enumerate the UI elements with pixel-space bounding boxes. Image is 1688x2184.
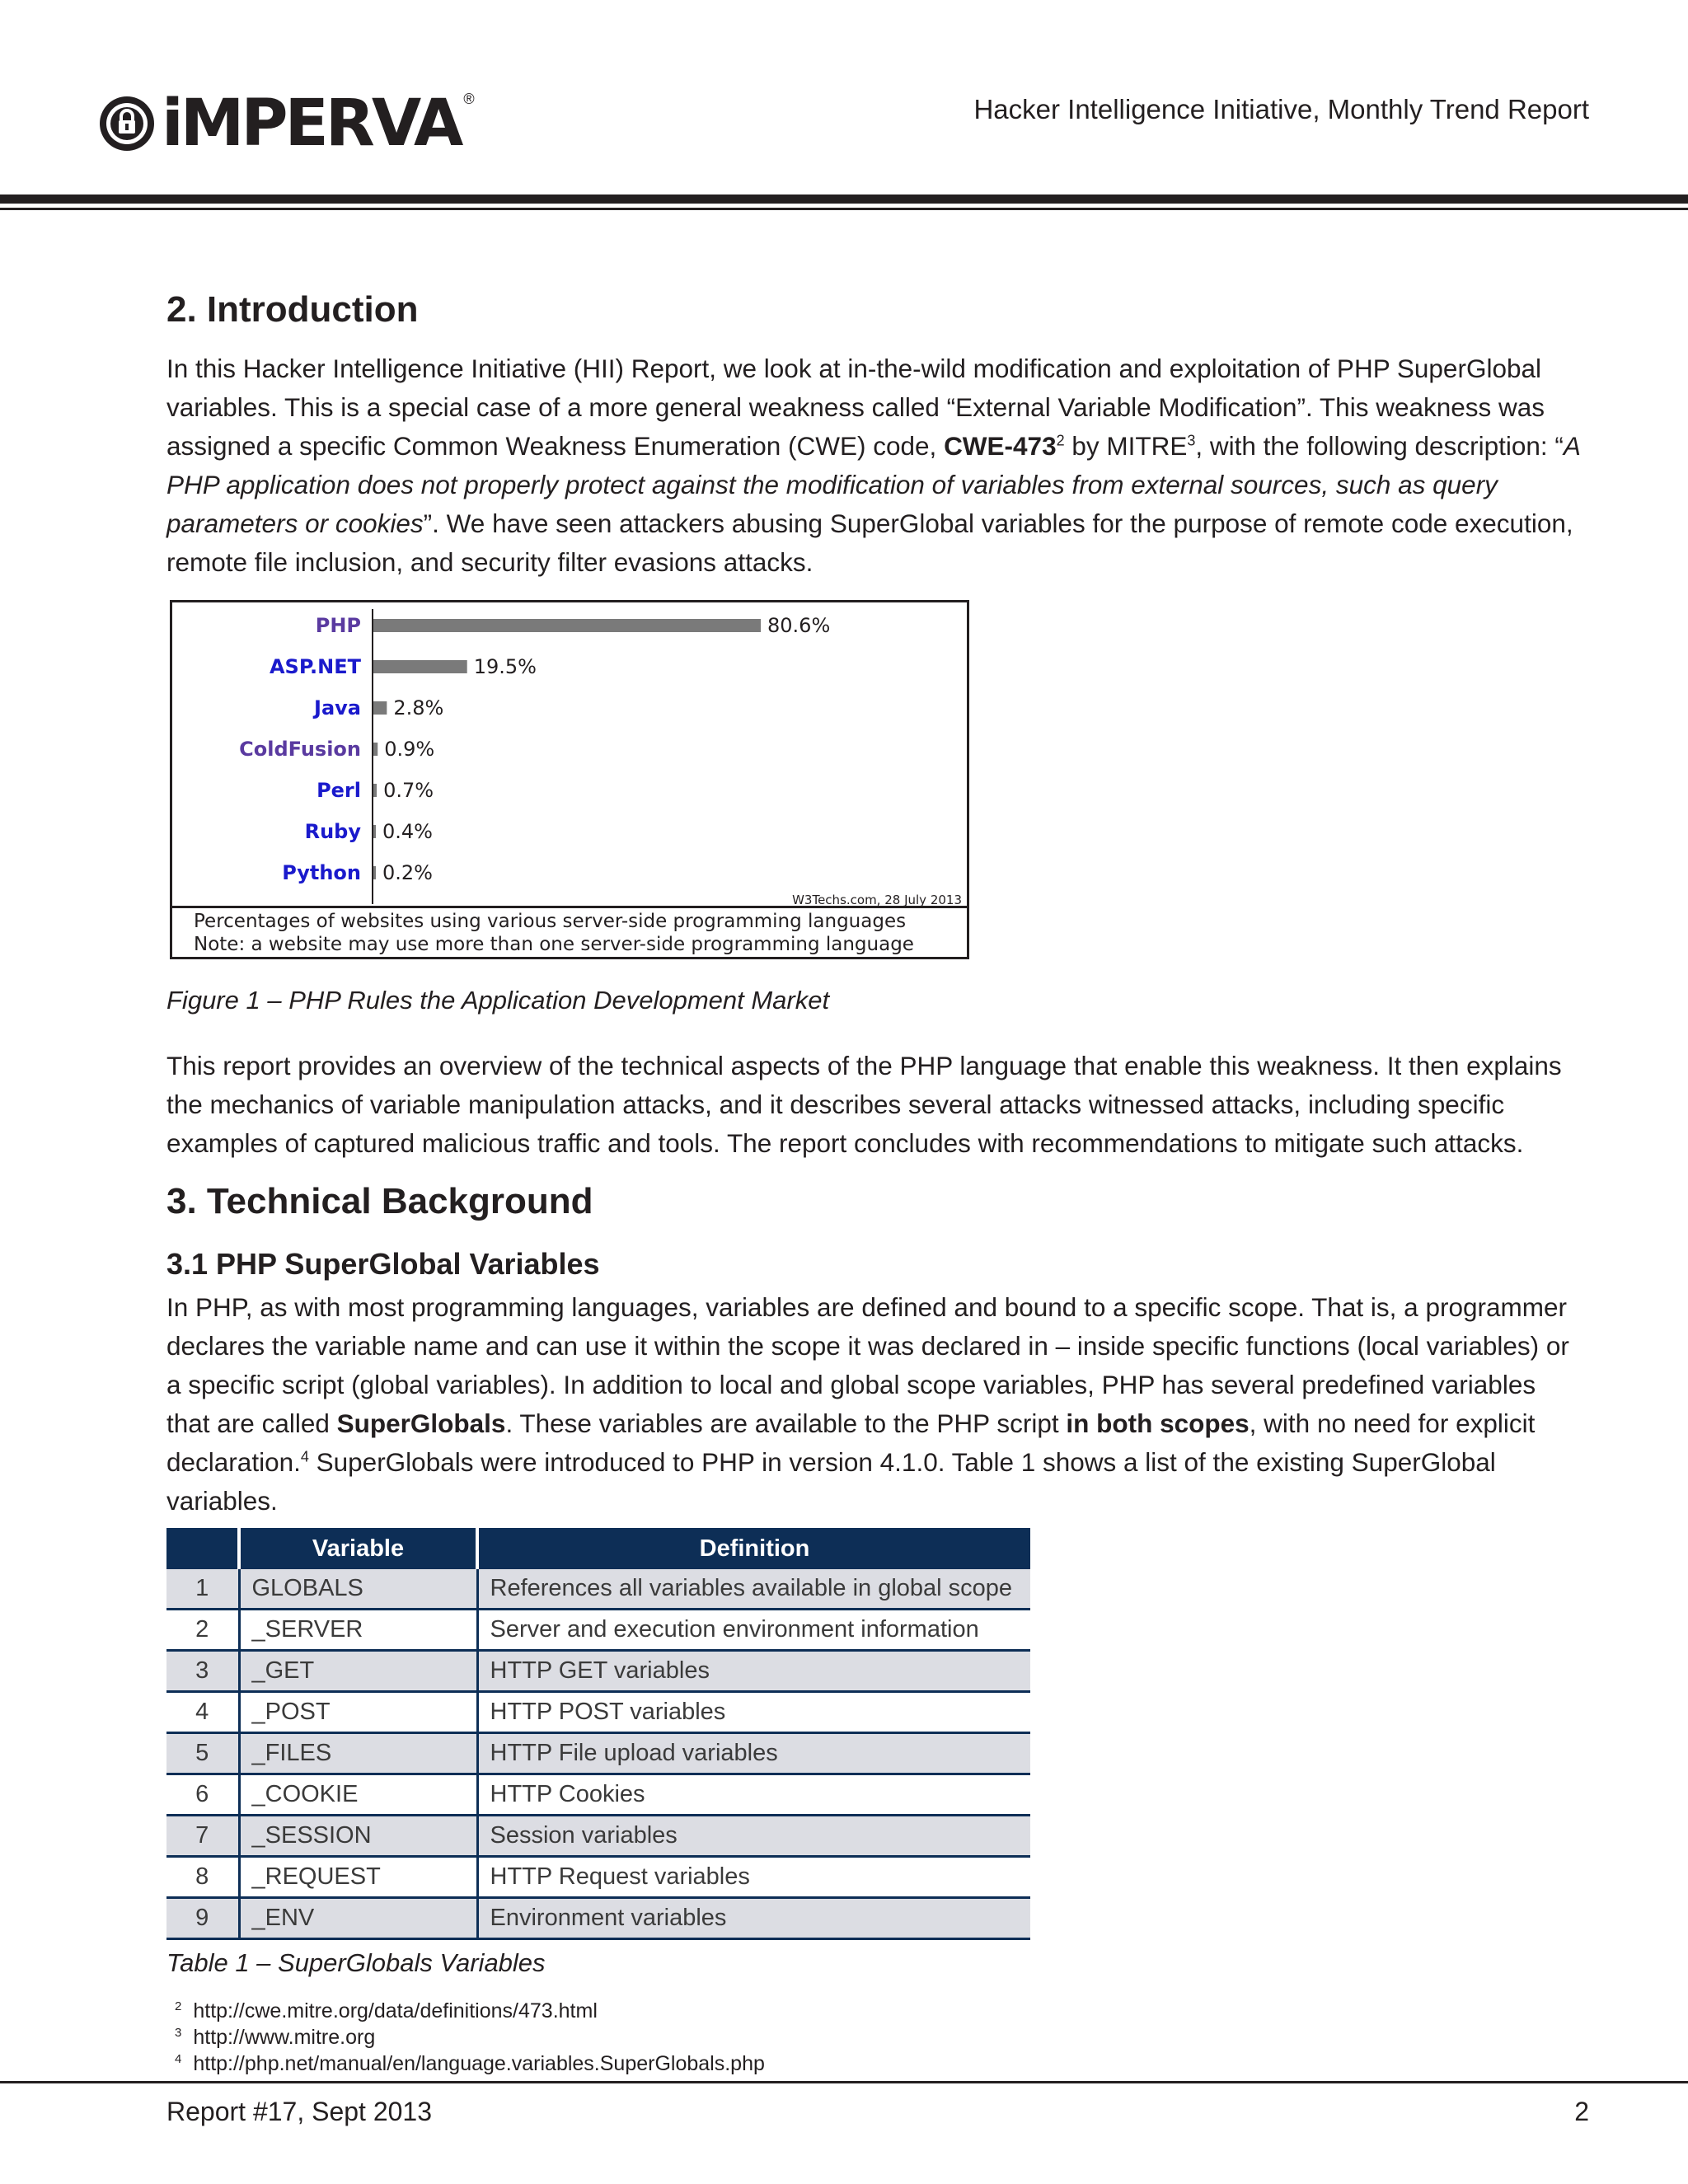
row-definition: HTTP Cookies	[477, 1774, 1030, 1816]
header-rule	[0, 194, 1688, 204]
footnote-ref-3: 3	[1187, 432, 1196, 449]
chart-bar	[373, 660, 467, 673]
header-rule-thin	[0, 208, 1688, 210]
chart-note-line1: Percentages of websites using various server-side programming languages	[194, 911, 907, 932]
row-index: 1	[166, 1569, 239, 1610]
row-definition: HTTP GET variables	[477, 1651, 1030, 1692]
chart-category-label: ColdFusion	[239, 738, 361, 761]
chart-category-label: Java	[314, 696, 361, 719]
sg-text-c: , with no need for explicit declaration.	[166, 1408, 1536, 1477]
chart-category-label: PHP	[315, 614, 361, 637]
footnote-item	[175, 1998, 765, 2024]
row-definition: Server and execution environment information	[477, 1610, 1030, 1651]
table-header-index	[166, 1528, 239, 1569]
chart-category-label: Perl	[316, 779, 361, 802]
table-row	[166, 1857, 1030, 1898]
sg-text-b: . These variables are available to the PHP script	[505, 1408, 1067, 1438]
chart-category-label: ASP.NET	[269, 655, 361, 678]
chart-bar	[373, 784, 377, 797]
row-index: 4	[166, 1692, 239, 1733]
row-definition: Session variables	[477, 1816, 1030, 1857]
sg-text-d: SuperGlobals were introduced to PHP in version 4.1.0. Table 1 shows a list of the existing SuperGlobal variables.	[166, 1447, 1496, 1516]
chart-category-label: Python	[282, 861, 361, 884]
chart-bar	[373, 701, 387, 715]
chart-category-label: Ruby	[304, 820, 361, 843]
footnote-link[interactable]: http://cwe.mitre.org/data/definitions/473.html	[193, 1999, 598, 2022]
row-index: 8	[166, 1857, 239, 1898]
row-variable: _FILES	[239, 1733, 477, 1774]
table-row	[166, 1816, 1030, 1857]
row-definition: HTTP POST variables	[477, 1692, 1030, 1733]
section-heading-introduction: 2. Introduction	[166, 289, 419, 330]
chart-plot	[172, 602, 967, 911]
footer-rule	[0, 2081, 1688, 2083]
intro-paragraph	[166, 349, 1584, 582]
chart-note	[172, 906, 967, 957]
row-variable: _COOKIE	[239, 1774, 477, 1816]
table-row	[166, 1898, 1030, 1939]
table-header-variable: Variable	[239, 1528, 477, 1569]
cwe-description: A PHP application does not properly protect against the modification of variables from external sources, such as query parameters or cookies	[166, 431, 1580, 538]
footnote-number: 4	[175, 2051, 182, 2066]
row-variable: _GET	[239, 1651, 477, 1692]
logo-wordmark: iMPERVA	[162, 87, 461, 161]
footnote-item	[175, 2050, 765, 2077]
footnote-link[interactable]: http://www.mitre.org	[193, 2026, 376, 2049]
table-row	[166, 1733, 1030, 1774]
footnote-ref-2: 2	[1056, 432, 1065, 449]
language-usage-chart	[170, 600, 969, 959]
sg-text-a: In PHP, as with most programming languages, variables are defined and bound to a specific scope. That is, a programmer declares the variable name and can use it within the scope it was declared in – inside specific functions (local variables) or a specific script (global variables). In addition to local and global scope variables, PHP has several predefined variables that are called	[166, 1292, 1569, 1438]
chart-bar	[373, 866, 376, 879]
report-number: Report #17, Sept 2013	[166, 2097, 433, 2126]
table-row	[166, 1651, 1030, 1692]
chart-source: W3Techs.com, 28 July 2013	[792, 893, 962, 907]
row-index: 6	[166, 1774, 239, 1816]
table-row	[166, 1692, 1030, 1733]
intro-text-c: , with the following description: “	[1195, 431, 1564, 461]
cwe-code: CWE-473	[944, 431, 1057, 461]
figure-caption: Figure 1 – PHP Rules the Application Development Market	[166, 986, 830, 1015]
table-header-definition: Definition	[477, 1528, 1030, 1569]
intro-text-a: In this Hacker Intelligence Initiative (HII) Report, we look at in-the-wild modification and exploitation of PHP SuperGlobal variables. This is a special case of a more general weakness called “External Variable Modification”. This weakness was assigned a specific Common Weakness Enumeration (CWE) code,	[166, 354, 1545, 461]
row-index: 5	[166, 1733, 239, 1774]
chart-bar	[373, 825, 376, 838]
row-variable: _SESSION	[239, 1816, 477, 1857]
table-caption-block	[166, 1948, 1584, 1978]
sg-bold-scopes: in both scopes	[1066, 1408, 1250, 1438]
row-index: 9	[166, 1898, 239, 1939]
superglobals-paragraph	[166, 1288, 1584, 1521]
chart-value-label: 19.5%	[473, 655, 537, 678]
footnote-link[interactable]: http://php.net/manual/en/language.variables.SuperGlobals.php	[193, 2052, 765, 2075]
overview-paragraph	[166, 1047, 1584, 1163]
chart-value-label: 80.6%	[767, 614, 831, 637]
footnote-number: 3	[175, 2025, 182, 2040]
row-variable: _POST	[239, 1692, 477, 1733]
footnote-ref-4: 4	[300, 1448, 309, 1465]
chart-value-label: 2.8%	[393, 696, 444, 719]
page-number: 2	[1574, 2097, 1589, 2126]
chart-bar	[373, 619, 761, 632]
overview-text: This report provides an overview of the technical aspects of the PHP language that enable this weakness. It then explains the mechanics of variable manipulation attacks, and it describes several attacks witnessed attacks, including specific examples of captured malicious traffic and tools. The report concludes with recommendations to mitigate such attacks.	[166, 1051, 1562, 1158]
header-title: Hacker Intelligence Initiative, Monthly Trend Report	[973, 94, 1589, 124]
chart-value-label: 0.4%	[382, 820, 433, 843]
row-variable: GLOBALS	[239, 1569, 477, 1610]
chart-value-label: 0.9%	[384, 738, 435, 761]
row-definition: References all variables available in global scope	[477, 1569, 1030, 1610]
section-technical-background	[166, 1180, 1584, 1224]
row-variable: _SERVER	[239, 1610, 477, 1651]
chart-value-label: 0.7%	[383, 779, 434, 802]
subsection-superglobals	[166, 1246, 1584, 1282]
footnote-number: 2	[175, 1999, 182, 2013]
chart-value-label: 0.2%	[382, 861, 433, 884]
table-row	[166, 1569, 1030, 1610]
row-definition: Environment variables	[477, 1898, 1030, 1939]
table-caption: Table 1 – SuperGlobals Variables	[166, 1948, 546, 1977]
row-definition: HTTP File upload variables	[477, 1733, 1030, 1774]
row-index: 3	[166, 1651, 239, 1692]
row-index: 7	[166, 1816, 239, 1857]
intro-text-b: by MITRE	[1064, 431, 1188, 461]
subsection-heading: 3.1 PHP SuperGlobal Variables	[166, 1247, 600, 1281]
superglobals-table	[166, 1528, 1030, 1940]
table-row	[166, 1610, 1030, 1651]
chart-note-line2: Note: a website may use more than one server-side programming language	[194, 934, 914, 955]
row-variable: _ENV	[239, 1898, 477, 1939]
sg-bold-superglobals: SuperGlobals	[336, 1408, 506, 1438]
row-definition: HTTP Request variables	[477, 1857, 1030, 1898]
table-row	[166, 1774, 1030, 1816]
imperva-lock-icon	[97, 94, 157, 153]
figure-caption-block	[166, 986, 1584, 1015]
footnotes	[175, 1998, 765, 2077]
intro-text-d: ”. We have seen attackers abusing SuperGlobal variables for the purpose of remote code execution, remote file inclusion, and security filter evasions attacks.	[166, 509, 1573, 577]
row-variable: _REQUEST	[239, 1857, 477, 1898]
section-introduction	[166, 288, 1584, 332]
footnote-item	[175, 2024, 765, 2050]
imperva-logo	[97, 87, 475, 161]
chart-bar	[373, 743, 377, 756]
table-header-row	[166, 1528, 1030, 1569]
row-index: 2	[166, 1610, 239, 1651]
section-heading-technical: 3. Technical Background	[166, 1181, 593, 1221]
registered-mark: ®	[463, 90, 475, 107]
